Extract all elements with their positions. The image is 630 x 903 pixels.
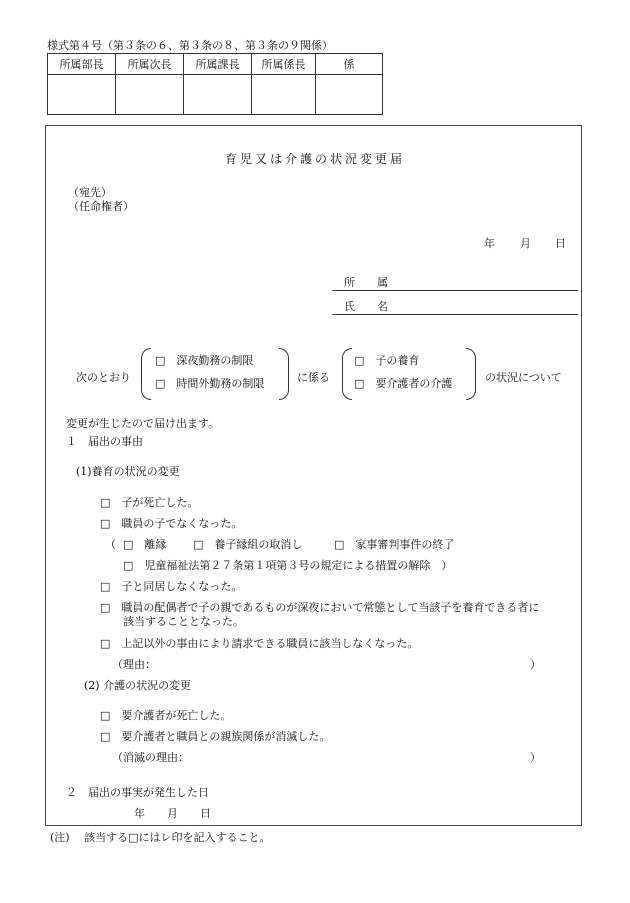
reason-label: 児童福祉法第２７条第１項第３号の規定による措置の解除 ） bbox=[144, 559, 453, 572]
notify-text: 変更が生じたので届け出ます。 bbox=[66, 417, 220, 430]
checklist-item[interactable] bbox=[100, 709, 231, 723]
checkbox-icon[interactable]: □ bbox=[155, 354, 166, 367]
checkbox-icon[interactable]: □ bbox=[100, 517, 111, 530]
care-type-option[interactable] bbox=[354, 377, 452, 391]
item-label: 子が死亡した。 bbox=[121, 496, 199, 509]
extinction-reason-input[interactable] bbox=[190, 749, 525, 765]
reason-option[interactable] bbox=[123, 538, 166, 552]
reason-open-paren: （ bbox=[105, 538, 116, 551]
extinction-reason-label: （消滅の理由： bbox=[112, 751, 189, 764]
affiliation-label: 所 属 bbox=[344, 276, 388, 289]
work-limit-label: 時間外勤務の制限 bbox=[176, 377, 265, 390]
affiliation-field[interactable] bbox=[332, 290, 578, 291]
item-label: 職員の子でなくなった。 bbox=[121, 517, 243, 530]
checkbox-icon[interactable]: □ bbox=[123, 559, 134, 572]
approval-stamp-row bbox=[48, 75, 383, 115]
item-label: 要介護者が死亡した。 bbox=[121, 709, 232, 722]
approval-col-header: 所属次長 bbox=[116, 54, 184, 75]
checklist-item[interactable] bbox=[100, 580, 242, 594]
checkbox-icon[interactable]: □ bbox=[354, 354, 365, 367]
section1-sub1-title: (1)養育の状況の変更 bbox=[76, 465, 180, 478]
checklist-item[interactable] bbox=[100, 637, 418, 651]
checklist-item[interactable] bbox=[100, 517, 242, 531]
stamp-cell[interactable] bbox=[316, 75, 383, 115]
checkbox-icon[interactable]: □ bbox=[193, 538, 204, 551]
checkbox-icon[interactable]: □ bbox=[100, 580, 111, 593]
reason-label: 家事審判事件の終了 bbox=[355, 538, 455, 551]
checkbox-icon[interactable]: □ bbox=[354, 377, 365, 390]
bracket-right bbox=[466, 348, 476, 400]
extinction-close-paren: ） bbox=[530, 751, 541, 764]
reason-option[interactable] bbox=[193, 538, 302, 552]
name-label: 氏 名 bbox=[344, 300, 388, 313]
stamp-cell[interactable] bbox=[116, 75, 184, 115]
approval-col-header: 所属課長 bbox=[184, 54, 252, 75]
reason-option[interactable] bbox=[123, 559, 452, 573]
name-field[interactable] bbox=[332, 314, 578, 315]
reason-label: 養子縁組の取消し bbox=[214, 538, 303, 551]
work-limit-option[interactable] bbox=[155, 354, 253, 368]
date-year[interactable]: 年 bbox=[484, 237, 495, 250]
approval-col-header: 所属係長 bbox=[252, 54, 316, 75]
checkbox-icon[interactable]: □ bbox=[334, 538, 345, 551]
item-label-continued: 該当することとなった。 bbox=[123, 615, 244, 628]
care-type-option[interactable] bbox=[354, 354, 419, 368]
checklist-item[interactable] bbox=[100, 601, 539, 615]
intro-connector: に係る bbox=[297, 371, 330, 384]
approval-col-header: 係 bbox=[316, 54, 383, 75]
intro-suffix: の状況について bbox=[485, 371, 562, 384]
checkbox-icon[interactable]: □ bbox=[100, 496, 111, 509]
occurrence-date[interactable]: 年 月 日 bbox=[134, 807, 211, 820]
approval-header-row bbox=[48, 54, 383, 75]
reason-close-paren: ） bbox=[530, 658, 541, 671]
section1-sub2-title: (2) 介護の状況の変更 bbox=[84, 679, 192, 692]
bracket-left bbox=[141, 348, 151, 400]
header-note: 様式第４号（第３条の６、第３条の８、第３条の９関係） bbox=[47, 39, 333, 52]
work-limit-option[interactable] bbox=[155, 377, 264, 391]
stamp-cell[interactable] bbox=[252, 75, 316, 115]
care-type-label: 子の養育 bbox=[375, 354, 420, 367]
checkbox-icon[interactable]: □ bbox=[100, 637, 111, 650]
stamp-cell[interactable] bbox=[48, 75, 116, 115]
checkbox-icon[interactable]: □ bbox=[100, 730, 111, 743]
stamp-cell[interactable] bbox=[184, 75, 252, 115]
item-label: 職員の配偶者で子の親であるものが深夜において常態として当該子を養育できる者に bbox=[121, 601, 540, 614]
work-limit-label: 深夜勤務の制限 bbox=[176, 354, 254, 367]
approval-table bbox=[47, 53, 383, 115]
checklist-item[interactable] bbox=[100, 730, 330, 744]
intro-prefix: 次のとおり bbox=[76, 371, 131, 384]
reason-field-label: （理由： bbox=[112, 658, 156, 671]
checkbox-icon[interactable]: □ bbox=[123, 538, 134, 551]
footnote: (注) 該当する□にはレ印を記入すること。 bbox=[50, 831, 271, 844]
date-month[interactable]: 月 bbox=[520, 237, 531, 250]
reason-input[interactable] bbox=[160, 656, 525, 672]
item-label: 子と同居しなくなった。 bbox=[121, 580, 243, 593]
item-label: 上記以外の事由により請求できる職員に該当しなくなった。 bbox=[121, 637, 419, 650]
checkbox-icon[interactable]: □ bbox=[100, 709, 111, 722]
date-day[interactable]: 日 bbox=[555, 237, 566, 250]
section1-title: １ 届出の事由 bbox=[66, 435, 143, 448]
addressee-label: （宛先） bbox=[68, 186, 112, 199]
checkbox-icon[interactable]: □ bbox=[100, 601, 111, 614]
section2-title: ２ 届出の事実が発生した日 bbox=[66, 786, 209, 799]
appointer-label: （任命権者） bbox=[68, 200, 134, 213]
form-title: 育児又は介護の状況変更届 bbox=[224, 152, 405, 166]
reason-label: 離縁 bbox=[144, 538, 167, 551]
checkbox-icon[interactable]: □ bbox=[155, 377, 166, 390]
item-label: 要介護者と職員との親族関係が消滅した。 bbox=[121, 730, 331, 743]
bracket-left bbox=[342, 348, 352, 400]
care-type-label: 要介護者の介護 bbox=[375, 377, 453, 390]
approval-col-header: 所属部長 bbox=[48, 54, 116, 75]
bracket-right bbox=[279, 348, 289, 400]
reason-option[interactable] bbox=[334, 538, 454, 552]
checklist-item[interactable] bbox=[100, 496, 198, 510]
